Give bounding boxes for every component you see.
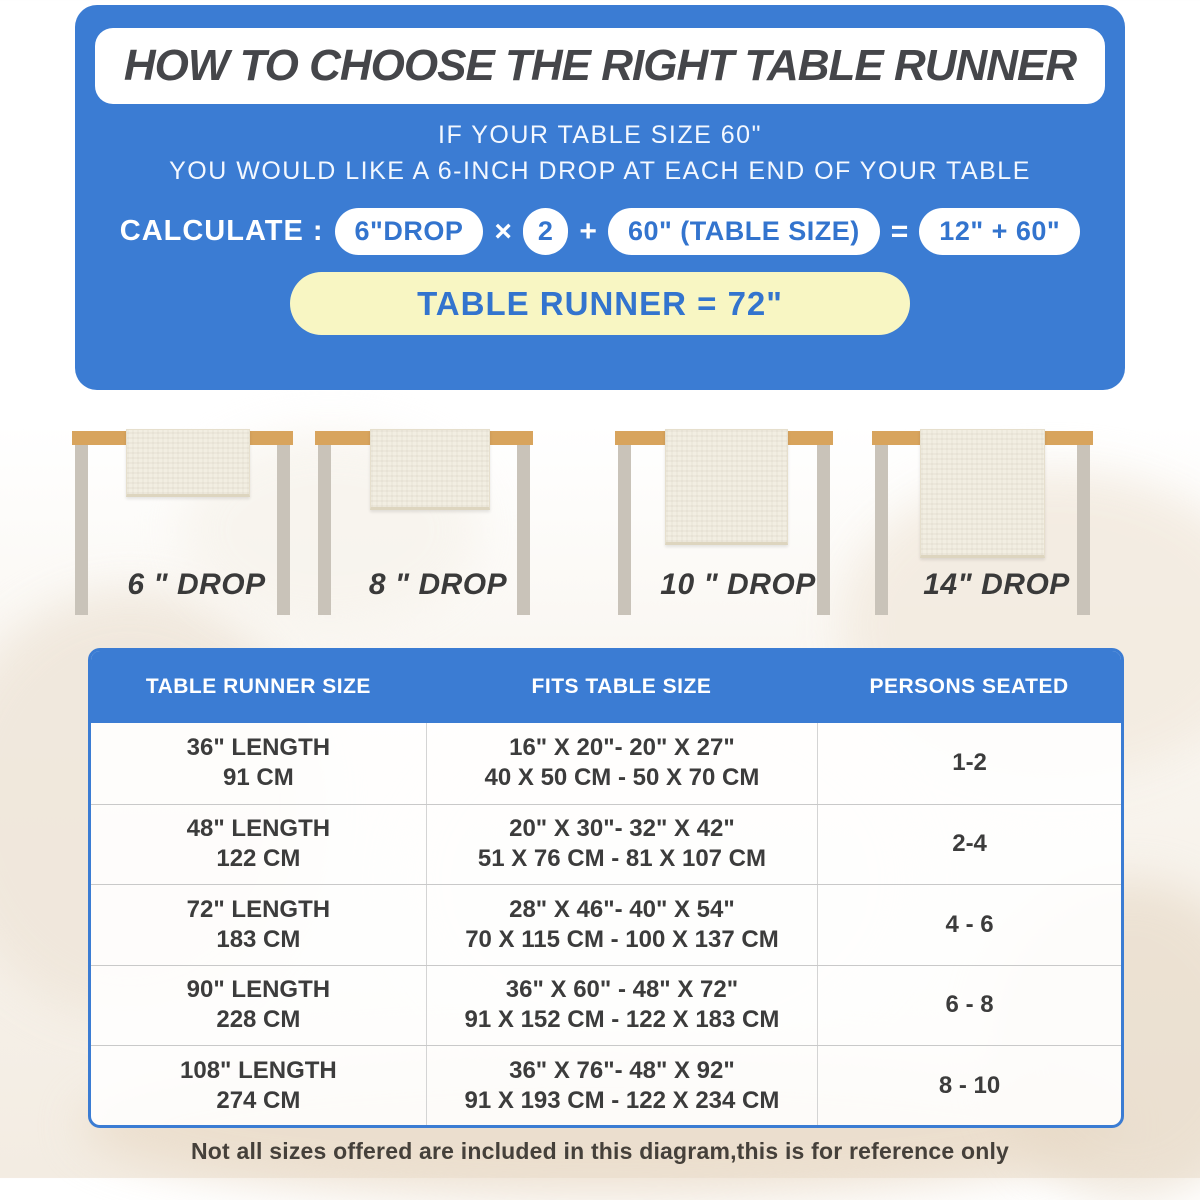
drop-label: 6 " DROP xyxy=(127,568,266,601)
runner-size-inches: 48" LENGTH xyxy=(186,815,331,843)
drop-label: 14" DROP xyxy=(923,568,1070,601)
table-row xyxy=(91,1045,1121,1126)
fits-size-cm: 51 X 76 CM - 81 X 107 CM xyxy=(477,845,767,873)
table-row xyxy=(91,965,1121,1046)
table-row xyxy=(91,804,1121,885)
table-runner-cloth xyxy=(126,429,250,497)
fits-size-cm: 91 X 193 CM - 122 X 234 CM xyxy=(464,1086,780,1114)
sum-pill: 12" + 60" xyxy=(919,208,1080,255)
table-runner-cloth xyxy=(370,429,490,510)
persons-cell: 4 - 6 xyxy=(817,885,1121,965)
runner-size-cell xyxy=(91,1046,426,1126)
table-size-pill: 60" (TABLE SIZE) xyxy=(608,208,880,255)
fits-size-inches: 36" X 76"- 48" X 92" xyxy=(509,1056,735,1084)
runner-size-cm: 122 CM xyxy=(216,845,301,873)
fits-table-cell xyxy=(426,805,817,885)
subtitle-line-1: IF YOUR TABLE SIZE 60" xyxy=(438,121,762,149)
fits-size-inches: 36" X 60" - 48" X 72" xyxy=(505,976,739,1004)
size-chart-header xyxy=(91,651,1121,723)
table-runner-cloth xyxy=(920,429,1045,558)
fits-size-cm: 40 X 50 CM - 50 X 70 CM xyxy=(484,764,760,792)
column-header-fits-table: FITS TABLE SIZE xyxy=(531,675,712,698)
runner-size-inches: 90" LENGTH xyxy=(186,976,331,1004)
table-row xyxy=(91,884,1121,965)
drop-figure-14in xyxy=(872,418,1093,618)
size-chart-body xyxy=(91,723,1121,1126)
fits-table-cell xyxy=(426,723,817,804)
fits-table-cell xyxy=(426,885,817,965)
calculation-row xyxy=(120,208,1080,255)
fits-table-cell xyxy=(426,966,817,1046)
drop-figure-10in xyxy=(615,418,833,618)
subtitle-line-2: YOU WOULD LIKE A 6-INCH DROP AT EACH END OF YOUR TABLE xyxy=(169,157,1031,185)
drop-value-pill: 6"DROP xyxy=(335,208,484,255)
instruction-banner xyxy=(75,5,1125,390)
equals-operator: = xyxy=(890,214,909,248)
persons-cell: 8 - 10 xyxy=(817,1046,1121,1126)
persons-cell: 2-4 xyxy=(817,805,1121,885)
multiplier-pill: 2 xyxy=(523,208,569,255)
runner-size-cell xyxy=(91,885,426,965)
runner-size-inches: 108" LENGTH xyxy=(180,1056,337,1084)
persons-cell: 1-2 xyxy=(817,723,1121,804)
column-header-runner-size: TABLE RUNNER SIZE xyxy=(145,675,371,698)
fits-size-inches: 16" X 20"- 20" X 27" xyxy=(509,734,735,762)
runner-size-inches: 72" LENGTH xyxy=(186,895,331,923)
runner-size-cell xyxy=(91,966,426,1046)
runner-size-cm: 183 CM xyxy=(216,925,301,953)
page-title: HOW TO CHOOSE THE RIGHT TABLE RUNNER xyxy=(123,41,1077,90)
plus-operator: + xyxy=(579,214,597,248)
runner-size-cm: 228 CM xyxy=(216,1006,301,1034)
calculate-label: CALCULATE : xyxy=(119,215,324,247)
table-runner-cloth xyxy=(665,429,788,545)
fits-size-inches: 20" X 30"- 32" X 42" xyxy=(509,815,735,843)
runner-size-cm: 91 CM xyxy=(223,764,294,792)
size-chart-card xyxy=(88,648,1124,1128)
table-row xyxy=(91,723,1121,804)
runner-size-cm: 274 CM xyxy=(216,1086,301,1114)
result-pill: TABLE RUNNER = 72" xyxy=(290,272,910,335)
fits-size-inches: 28" X 46"- 40" X 54" xyxy=(509,895,735,923)
drop-figure-6in xyxy=(72,418,293,618)
runner-size-inches: 36" LENGTH xyxy=(186,734,331,762)
multiply-operator: × xyxy=(494,214,512,248)
persons-cell: 6 - 8 xyxy=(817,966,1121,1046)
fits-table-cell xyxy=(426,1046,817,1126)
runner-size-cell xyxy=(91,805,426,885)
fits-size-cm: 70 X 115 CM - 100 X 137 CM xyxy=(465,925,779,953)
drop-label: 10 " DROP xyxy=(660,568,816,601)
drop-label: 8 " DROP xyxy=(368,568,508,601)
title-box xyxy=(95,28,1105,104)
fits-size-cm: 91 X 152 CM - 122 X 183 CM xyxy=(464,1006,780,1034)
disclaimer-note: Not all sizes offered are included in this diagram,this is for reference only xyxy=(190,1138,1010,1164)
runner-size-cell xyxy=(91,723,426,804)
column-header-persons: PERSONS SEATED xyxy=(869,675,1069,698)
drop-figure-8in xyxy=(315,418,533,618)
